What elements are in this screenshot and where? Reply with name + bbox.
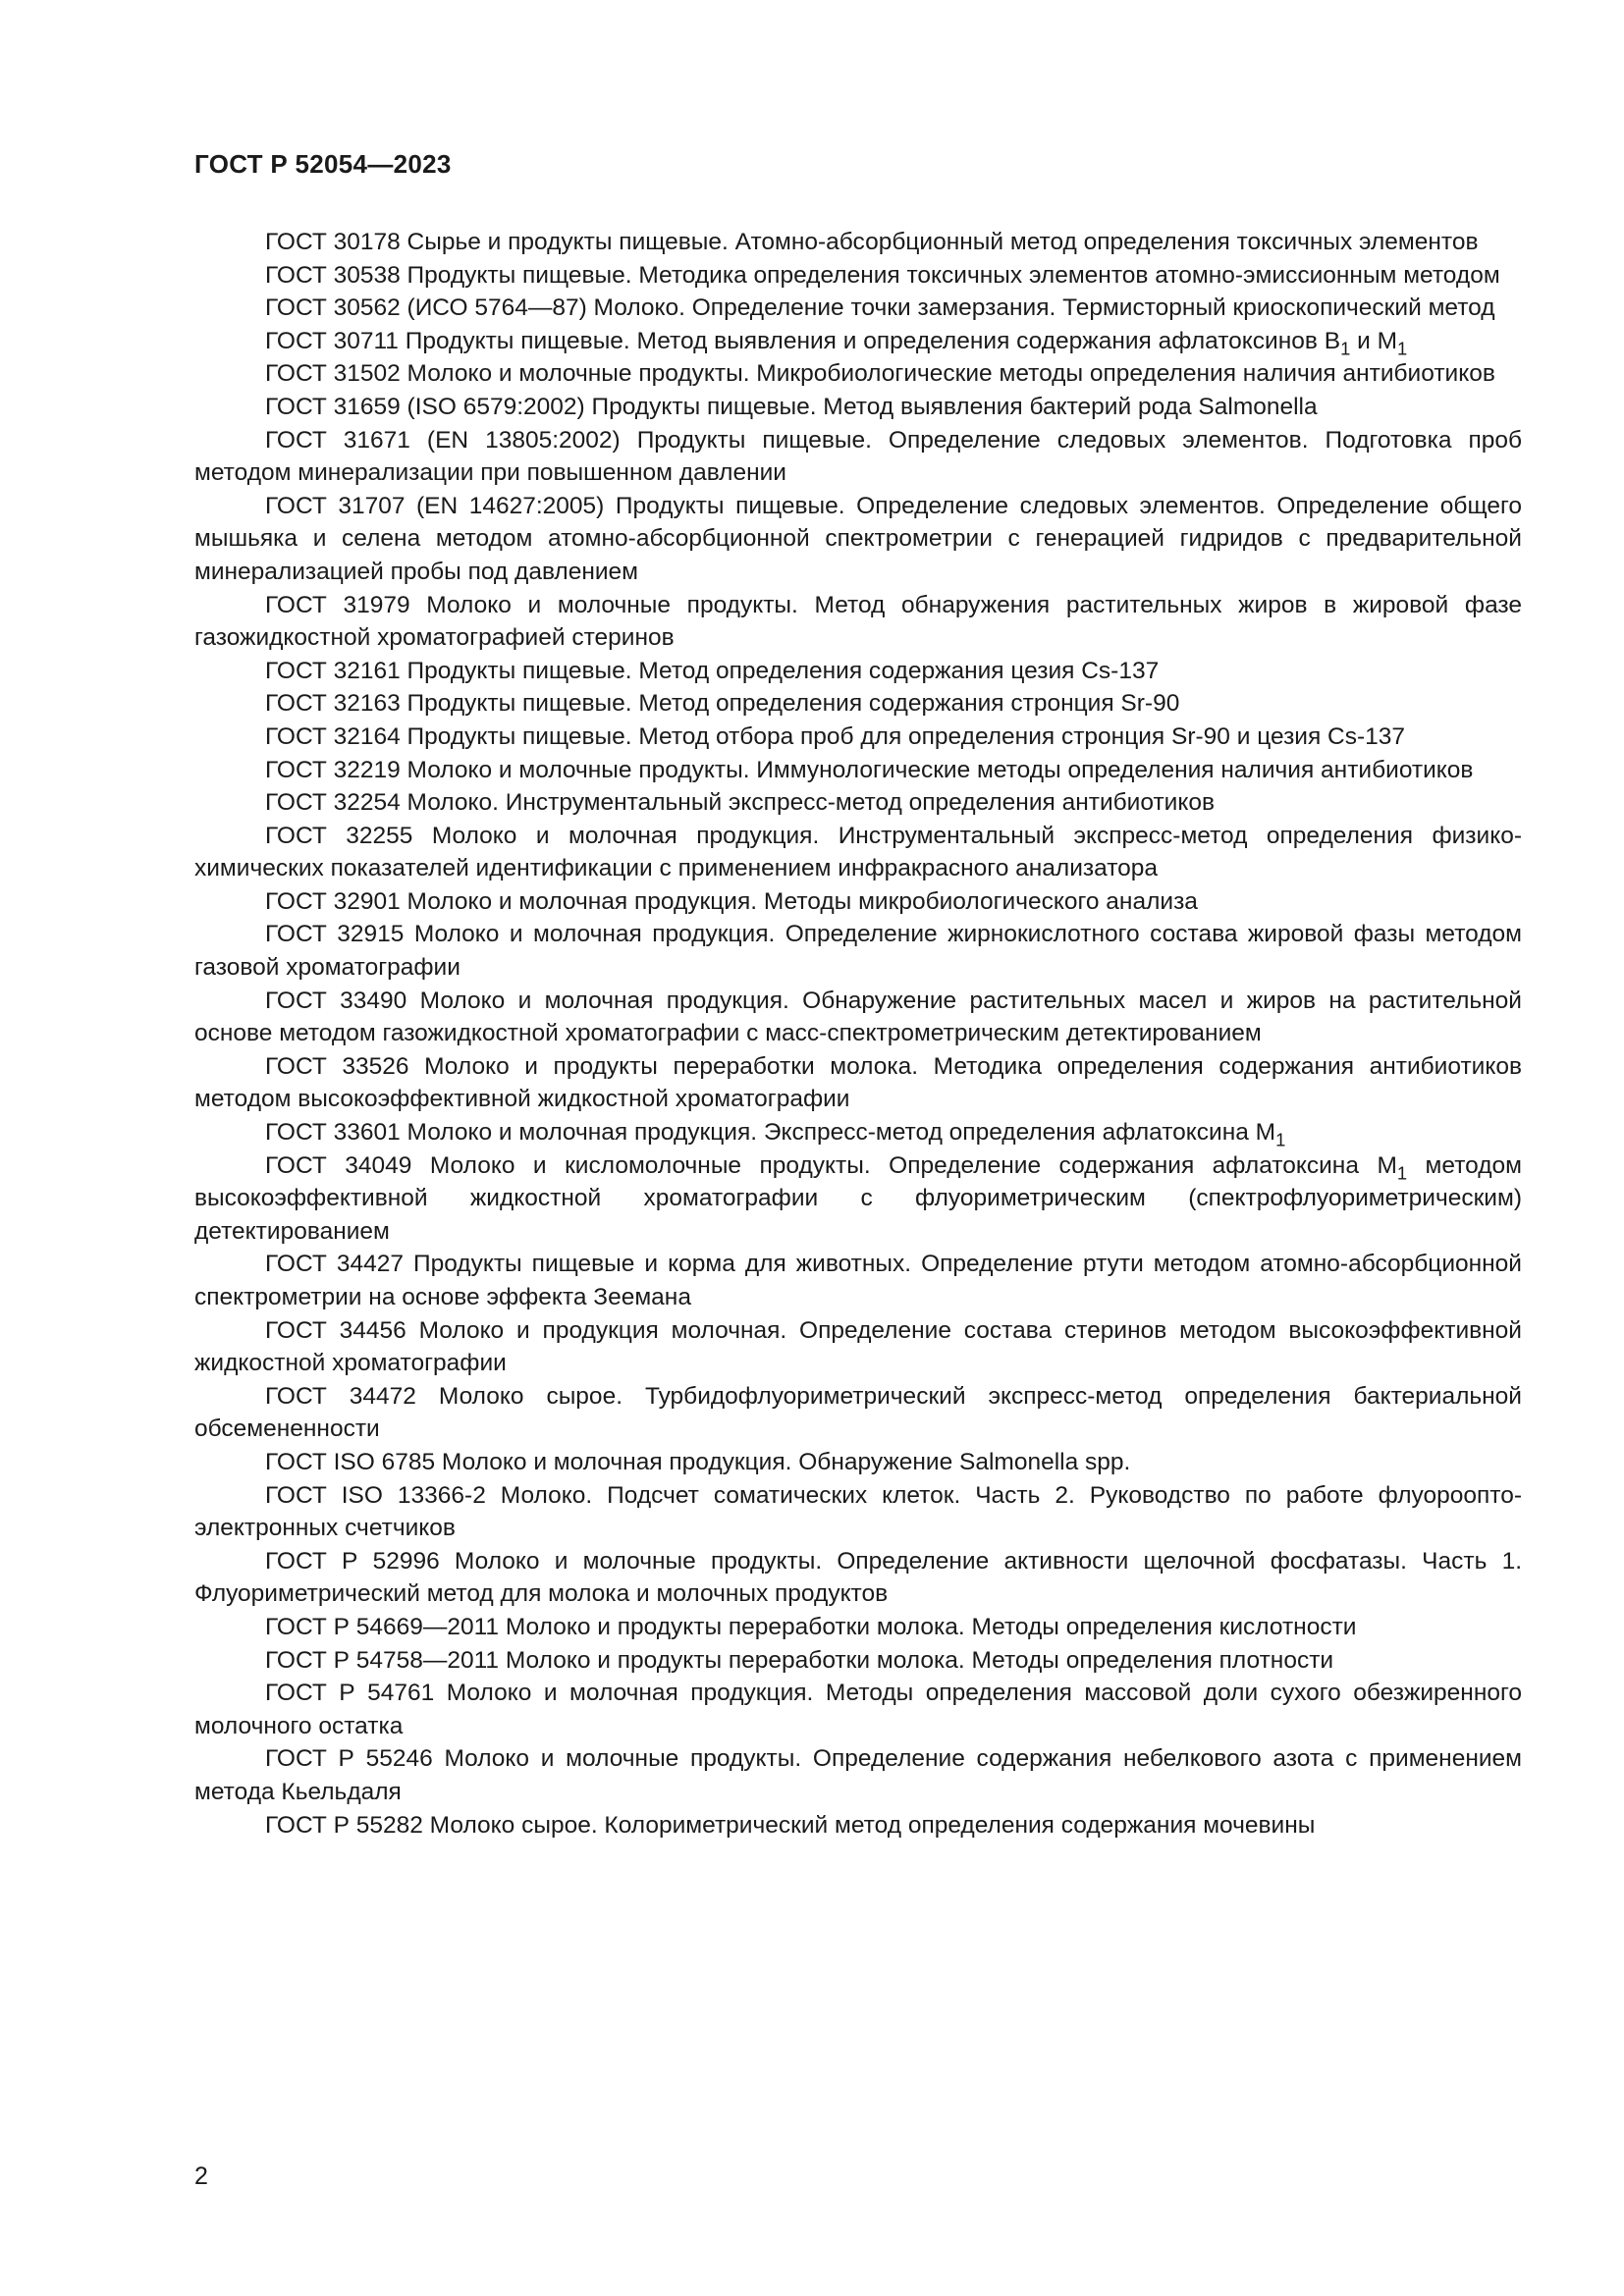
reference-text: ГОСТ Р 54669—2011 Молоко и продукты переработки молока. Методы определения кислотности <box>265 1613 1357 1640</box>
reference-item <box>194 259 1522 293</box>
reference-text: ГОСТ 32255 Молоко и молочная продукция. Инструментальный экспресс-метод определения физико-химических показателей идентификации с применением инфракрасного анализатора <box>194 822 1522 882</box>
reference-item <box>194 1644 1522 1678</box>
reference-item <box>194 391 1522 424</box>
reference-text-tail: и M <box>1350 327 1397 354</box>
reference-item <box>194 325 1522 358</box>
reference-text: ГОСТ 34427 Продукты пищевые и корма для животных. Определение ртути методом атомно-абсорбционной спектрометрии на основе эффекта Зеемана <box>194 1251 1522 1310</box>
reference-item <box>194 1545 1522 1611</box>
reference-text: ГОСТ ISO 6785 Молоко и молочная продукция. Обнаружение Salmonella spp. <box>265 1448 1131 1475</box>
document-header: ГОСТ Р 52054—2023 <box>194 149 452 179</box>
page-number: 2 <box>194 2163 208 2190</box>
reference-text: ГОСТ 32164 Продукты пищевые. Метод отбора проб для определения стронция Sr-90 и цезия Cs-137 <box>265 722 1406 750</box>
reference-item <box>194 490 1522 589</box>
reference-text: ГОСТ 32163 Продукты пищевые. Метод определения содержания стронция Sr-90 <box>265 690 1180 718</box>
reference-item <box>194 786 1522 820</box>
reference-text: ГОСТ 32915 Молоко и молочная продукция. Определение жирнокислотного состава жировой фазы методом газовой хроматографии <box>194 921 1522 982</box>
reference-text: ГОСТ 30711 Продукты пищевые. Метод выявления и определения содержания афлатоксинов B <box>265 327 1341 354</box>
reference-item <box>194 985 1522 1050</box>
reference-item <box>194 1380 1522 1446</box>
reference-item <box>194 820 1522 885</box>
reference-text: ГОСТ 31502 Молоко и молочные продукты. Микробиологические методы определения наличия антибиотиков <box>265 360 1495 388</box>
reference-subscript: 1 <box>1275 1129 1286 1150</box>
reference-text: ГОСТ 31659 (ISO 6579:2002) Продукты пищевые. Метод выявления бактерий рода Salmonella <box>265 393 1318 420</box>
reference-text: ГОСТ 30538 Продукты пищевые. Методика определения токсичных элементов атомно-эмиссионным методом <box>265 261 1500 289</box>
reference-item <box>194 226 1522 259</box>
reference-text-tail: методом высокоэффективной жидкостной хроматографии с флуориметрическим (спектрофлуориметрическим) детектированием <box>194 1151 1523 1245</box>
reference-text: ГОСТ ISO 13366-2 Молоко. Подсчет соматических клеток. Часть 2. Руководство по работе флуороопто-электронных счетчиков <box>194 1481 1522 1542</box>
reference-item <box>194 1742 1522 1808</box>
reference-text: ГОСТ Р 55246 Молоко и молочные продукты. Определение содержания небелкового азота с применением метода Кьельдаля <box>194 1745 1522 1805</box>
reference-text: ГОСТ 32254 Молоко. Инструментальный экспресс-метод определения антибиотиков <box>265 789 1215 817</box>
reference-item <box>194 721 1522 754</box>
reference-text: ГОСТ 32161 Продукты пищевые. Метод определения содержания цезия Cs-137 <box>265 657 1160 684</box>
reference-text: ГОСТ Р 55282 Молоко сырое. Колориметрический метод определения содержания мочевины <box>265 1811 1316 1839</box>
reference-subscript: 1 <box>1340 338 1351 359</box>
reference-text: ГОСТ 32219 Молоко и молочные продукты. Иммунологические методы определения наличия антибиотиков <box>265 756 1474 783</box>
reference-text: ГОСТ 34049 Молоко и кисломолочные продукты. Определение содержания афлатоксина M <box>265 1151 1397 1179</box>
reference-text: ГОСТ Р 54758—2011 Молоко и продукты переработки молока. Методы определения плотности <box>265 1646 1334 1674</box>
reference-text: ГОСТ Р 54761 Молоко и молочная продукция. Методы определения массовой доли сухого обезжиренного молочного остатка <box>194 1680 1522 1739</box>
reference-text: ГОСТ 30562 (ИСО 5764—87) Молоко. Определение точки замерзания. Термисторный криоскопический метод <box>265 294 1495 322</box>
reference-text: ГОСТ 34456 Молоко и продукция молочная. Определение состава стеринов методом высокоэффективной жидкостной хроматографии <box>194 1316 1522 1377</box>
reference-item <box>194 1677 1522 1742</box>
reference-item <box>194 589 1522 655</box>
reference-item <box>194 1446 1522 1479</box>
reference-item <box>194 292 1522 325</box>
normative-references-list <box>194 226 1522 1842</box>
reference-item <box>194 754 1522 787</box>
reference-item <box>194 1116 1522 1149</box>
reference-item <box>194 357 1522 391</box>
reference-item <box>194 1611 1522 1644</box>
reference-text: ГОСТ 34472 Молоко сырое. Турбидофлуориметрический экспресс-метод определения бактериальной обсемененности <box>194 1382 1522 1443</box>
reference-subscript: 1 <box>1396 1162 1408 1184</box>
reference-item <box>194 918 1522 984</box>
reference-item <box>194 885 1522 919</box>
reference-item <box>194 1050 1522 1116</box>
reference-text: ГОСТ 33490 Молоко и молочная продукция. Обнаружение растительных масел и жиров на растительной основе методом газожидкостной хроматографии с масс-спектрометрическим детектированием <box>194 987 1522 1047</box>
reference-item <box>194 687 1522 721</box>
reference-text: ГОСТ Р 52996 Молоко и молочные продукты. Определение активности щелочной фосфатазы. Часть 1. Флуориметрический метод для молока и молочных продуктов <box>194 1547 1522 1608</box>
reference-text: ГОСТ 33601 Молоко и молочная продукция. Экспресс-метод определения афлатоксина M <box>265 1119 1276 1147</box>
reference-item <box>194 1479 1522 1545</box>
reference-text: ГОСТ 30178 Сырье и продукты пищевые. Атомно-абсорбционный метод определения токсичных элементов <box>265 229 1479 255</box>
reference-subscript: 1 <box>1397 338 1408 359</box>
reference-text: ГОСТ 31707 (EN 14627:2005) Продукты пищевые. Определение следовых элементов. Определение общего мышьяка и селена методом атомно-абсорбционной спектрометрии с генерацией гидридов с предварительной минерализацией пробы под давлением <box>194 492 1522 585</box>
reference-item <box>194 1149 1522 1249</box>
reference-item <box>194 424 1522 490</box>
reference-item <box>194 1248 1522 1313</box>
reference-text: ГОСТ 33526 Молоко и продукты переработки молока. Методика определения содержания антибиотиков методом высокоэффективной жидкостной хроматографии <box>194 1052 1522 1113</box>
reference-item <box>194 1314 1522 1380</box>
reference-text: ГОСТ 31671 (EN 13805:2002) Продукты пищевые. Определение следовых элементов. Подготовка проб методом минерализации при повышенном давлении <box>194 426 1522 487</box>
reference-text: ГОСТ 32901 Молоко и молочная продукция. Методы микробиологического анализа <box>265 887 1198 915</box>
reference-item <box>194 655 1522 688</box>
reference-text: ГОСТ 31979 Молоко и молочные продукты. Метод обнаружения растительных жиров в жировой фазе газожидкостной хроматографией стеринов <box>194 591 1522 652</box>
reference-item <box>194 1809 1522 1842</box>
